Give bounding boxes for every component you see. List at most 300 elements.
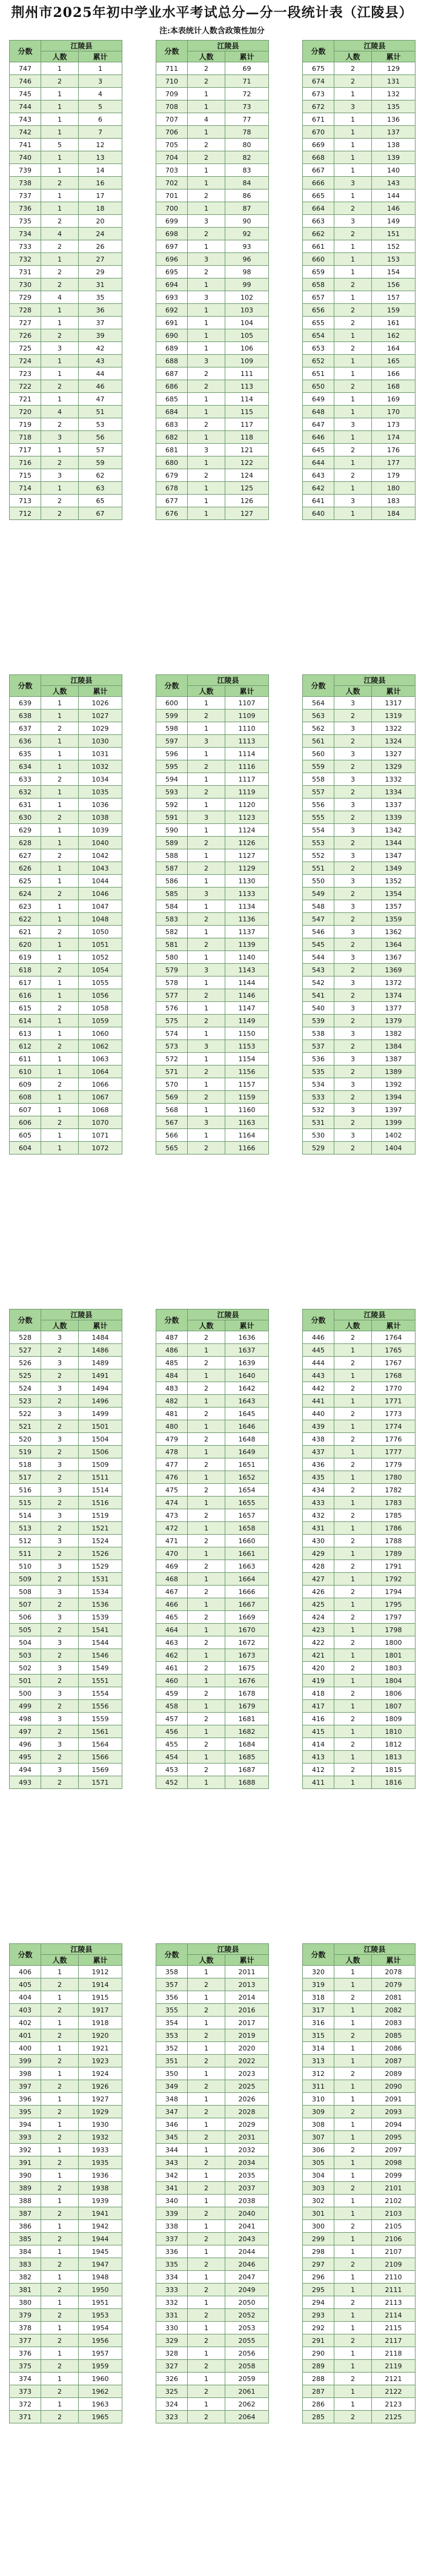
cumulative-cell: 26 [79,240,122,253]
cumulative-cell: 2028 [225,2106,269,2118]
count-cell: 1 [334,2131,372,2144]
count-cell: 3 [188,253,225,266]
score-cell: 345 [156,2131,188,2144]
table-row [156,2131,269,2144]
count-cell: 1 [334,2195,372,2207]
count-cell: 1 [41,989,79,1002]
cumulative-cell: 1649 [225,1446,269,1458]
cumulative-cell: 121 [225,444,269,456]
table-row [303,1458,416,1471]
count-cell: 2 [334,1091,372,1104]
score-cell: 385 [10,2233,41,2245]
score-cell: 502 [10,1662,41,1675]
cumulative-cell: 1107 [225,697,269,710]
table-row [303,1484,416,1497]
cumulative-cell: 2121 [372,2373,416,2385]
count-cell: 2 [334,1066,372,1078]
count-cell: 1 [188,2017,225,2029]
count-cell: 1 [41,2296,79,2309]
cumulative-cell: 1642 [225,1382,269,1395]
score-cell: 535 [303,1066,334,1078]
score-cell: 734 [10,228,41,240]
table-row [303,2309,416,2322]
cumulative-cell: 2055 [225,2334,269,2347]
score-cell: 519 [10,1446,41,1458]
count-cell: 2 [41,1751,79,1764]
count-cell: 2 [188,1015,225,1027]
count-cell: 1 [334,2284,372,2296]
cumulative-cell: 153 [372,253,416,266]
cumulative-cell: 1129 [225,862,269,875]
table-row [156,900,269,913]
count-cell: 1 [334,1395,372,1408]
count-cell: 2 [334,278,372,291]
count-cell: 4 [41,406,79,418]
table-row [303,1344,416,1357]
score-cell: 419 [303,1675,334,1687]
cumulative-cell: 1676 [225,1675,269,1687]
count-cell: 2 [41,1040,79,1053]
count-cell: 2 [188,1764,225,1776]
cumulative-cell: 2117 [372,2334,416,2347]
table-row [303,1700,416,1713]
table-row [10,2067,122,2080]
score-cell: 376 [10,2347,41,2360]
table-row [303,393,416,406]
count-cell: 1 [334,1700,372,1713]
score-cell: 740 [10,151,41,164]
table-row [156,355,269,367]
count-cell: 2 [334,304,372,317]
cumulative-cell: 1645 [225,1408,269,1420]
score-cell: 539 [303,1015,334,1027]
count-cell: 2 [334,862,372,875]
table-row [10,697,122,710]
cumulative-cell: 7 [79,126,122,139]
score-cell: 673 [303,88,334,100]
count-cell: 3 [188,444,225,456]
cumulative-cell: 2050 [225,2296,269,2309]
count-cell: 1 [188,304,225,317]
table-row [303,837,416,849]
score-cell: 295 [303,2284,334,2296]
count-cell: 1 [41,1066,79,1078]
count-cell: 2 [334,1738,372,1751]
score-cell: 387 [10,2207,41,2220]
score-cell: 543 [303,964,334,977]
count-cell: 2 [41,1776,79,1789]
score-cell: 486 [156,1344,188,1357]
score-cell: 513 [10,1522,41,1535]
score-cell: 693 [156,291,188,304]
table-row [303,2220,416,2233]
count-cell: 1 [188,2322,225,2334]
score-cell: 517 [10,1471,41,1484]
table-row [156,2220,269,2233]
score-table-block [156,40,268,520]
county-header: 江陵县 [41,1944,122,1955]
cumulative-cell: 1054 [79,964,122,977]
table-row [10,1015,122,1027]
count-header: 人数 [41,1955,79,1966]
table-row [10,507,122,520]
cumulative-cell: 2038 [225,2195,269,2207]
score-cell: 329 [156,2334,188,2347]
cumulative-cell: 2095 [372,2131,416,2144]
score-cell: 632 [10,786,41,799]
table-row [156,773,269,786]
cumulative-cell: 1962 [79,2385,122,2398]
table-row [303,862,416,875]
score-cell: 302 [303,2195,334,2207]
cumulative-cell: 1116 [225,760,269,773]
cumulative-cell: 2106 [372,2233,416,2245]
count-cell: 1 [334,2398,372,2411]
score-cell: 627 [10,849,41,862]
score-cell: 559 [303,760,334,773]
score-cell: 505 [10,1624,41,1636]
table-row [303,2144,416,2156]
cumulative-cell: 1359 [372,913,416,926]
score-cell: 624 [10,888,41,900]
cumulative-cell: 1640 [225,1369,269,1382]
score-cell: 477 [156,1458,188,1471]
cumulative-cell: 36 [79,304,122,317]
count-cell: 1 [41,2373,79,2385]
count-cell: 1 [41,88,79,100]
score-cell: 580 [156,951,188,964]
score-cell: 335 [156,2258,188,2271]
table-row [156,431,269,444]
count-cell: 1 [188,1700,225,1713]
table-row [303,266,416,278]
cumulative-cell: 1782 [372,1484,416,1497]
table-row [303,482,416,495]
cumulative-cell: 1935 [79,2156,122,2169]
cumulative-cell: 2053 [225,2322,269,2334]
cumulative-cell: 2109 [372,2258,416,2271]
score-cell: 496 [10,1738,41,1751]
count-cell: 1 [41,2067,79,2080]
score-cell: 598 [156,722,188,735]
score-cell: 498 [10,1713,41,1725]
table-row [303,1420,416,1433]
cumulative-cell: 106 [225,342,269,355]
cumulative-cell: 1684 [225,1738,269,1751]
cumulative-cell: 1945 [79,2245,122,2258]
count-cell: 1 [188,1395,225,1408]
score-header: 分数 [156,41,188,62]
table-row [156,278,269,291]
score-cell: 562 [303,722,334,735]
table-row [10,253,122,266]
score-cell: 570 [156,1078,188,1091]
score-table [302,1309,416,1789]
score-cell: 403 [10,2004,41,2017]
count-cell: 3 [334,1104,372,1116]
count-cell: 2 [334,2411,372,2423]
score-cell: 304 [303,2169,334,2182]
cumulative-cell: 1648 [225,1433,269,1446]
score-table [9,674,122,1155]
table-row [10,444,122,456]
table-row [10,228,122,240]
table-row [10,1395,122,1408]
score-cell: 442 [303,1382,334,1395]
count-cell: 2 [188,1509,225,1522]
score-cell: 690 [156,329,188,342]
table-row [303,1027,416,1040]
count-cell: 2 [334,1535,372,1547]
cumulative-cell: 1032 [79,760,122,773]
score-cell: 587 [156,862,188,875]
score-header: 分数 [10,675,41,697]
score-cell: 606 [10,1116,41,1129]
cumulative-cell: 146 [372,202,416,215]
count-cell: 2 [188,2233,225,2245]
table-row [303,1104,416,1116]
table-row [10,938,122,951]
table-row [156,1053,269,1066]
county-header: 江陵县 [41,675,122,686]
table-row [303,722,416,735]
cumulative-cell: 1957 [79,2347,122,2360]
score-cell: 650 [303,380,334,393]
score-cell: 711 [156,62,188,75]
table-row [303,2118,416,2131]
count-cell: 1 [188,177,225,189]
count-cell: 2 [41,773,79,786]
table-row [303,228,416,240]
count-cell: 2 [188,2385,225,2398]
table-row [303,951,416,964]
table-row [303,1129,416,1142]
count-cell: 1 [188,1522,225,1535]
table-row [303,1611,416,1624]
count-cell: 1 [41,2398,79,2411]
count-cell: 1 [188,431,225,444]
score-cell: 301 [303,2207,334,2220]
count-cell: 3 [41,1764,79,1776]
table-row [156,189,269,202]
score-table [156,674,269,1155]
count-header: 人数 [188,51,225,62]
count-cell: 3 [41,469,79,482]
score-table-block [9,1309,122,1789]
cumulative-cell: 169 [372,393,416,406]
count-cell: 1 [188,495,225,507]
cumulative-cell: 1529 [79,1560,122,1573]
table-row [10,240,122,253]
cumulative-cell: 1048 [79,913,122,926]
count-cell: 3 [41,1713,79,1725]
score-cell: 463 [156,1636,188,1649]
score-cell: 307 [303,2131,334,2144]
cumulative-cell: 1813 [372,1751,416,1764]
cumulative-cell: 1374 [372,989,416,1002]
cumulative-cell: 144 [372,189,416,202]
cumulative-cell: 2114 [372,2309,416,2322]
cumulative-cell: 1354 [372,888,416,900]
cumulative-cell: 2041 [225,2220,269,2233]
cumulative-cell: 1387 [372,1053,416,1066]
table-row [156,1611,269,1624]
count-cell: 3 [334,977,372,989]
cumulative-cell: 2090 [372,2080,416,2093]
score-cell: 626 [10,862,41,875]
count-cell: 1 [188,1497,225,1509]
count-cell: 1 [188,1598,225,1611]
score-cell: 303 [303,2182,334,2195]
count-cell: 1 [334,88,372,100]
count-cell: 1 [334,1522,372,1535]
cumulative-cell: 113 [225,380,269,393]
table-row [156,1027,269,1040]
score-cell: 494 [10,1764,41,1776]
score-cell: 726 [10,329,41,342]
cumulative-cell: 1514 [79,1484,122,1497]
count-cell: 2 [188,1636,225,1649]
score-cell: 406 [10,1966,41,1978]
score-cell: 741 [10,139,41,151]
count-cell: 3 [188,355,225,367]
score-header: 分数 [10,1309,41,1331]
table-row [10,278,122,291]
table-row [303,2207,416,2220]
cumulative-cell: 1816 [372,1776,416,1789]
score-cell: 471 [156,1535,188,1547]
score-cell: 405 [10,1978,41,1991]
table-row [303,2017,416,2029]
table-row [156,1420,269,1433]
score-cell: 681 [156,444,188,456]
cumulative-cell: 1541 [79,1624,122,1636]
cumulative-cell: 1801 [372,1649,416,1662]
count-cell: 2 [188,2029,225,2042]
count-header: 人数 [334,1320,372,1331]
cumulative-cell: 1126 [225,837,269,849]
table-row [303,342,416,355]
count-cell: 2 [334,2182,372,2195]
count-cell: 2 [334,444,372,456]
count-cell: 3 [41,1662,79,1675]
score-cell: 555 [303,811,334,824]
cumulative-cell: 1147 [225,1002,269,1015]
cumulative-cell: 1070 [79,1116,122,1129]
cumulative-cell: 1779 [372,1458,416,1471]
cumulative-cell: 1679 [225,1700,269,1713]
count-cell: 3 [334,748,372,760]
cumulative-cell: 157 [372,291,416,304]
cumulative-cell: 1672 [225,1636,269,1649]
score-cell: 620 [10,938,41,951]
table-row [156,126,269,139]
count-cell: 3 [188,888,225,900]
cumulative-cell: 69 [225,62,269,75]
cumulative-cell: 1484 [79,1331,122,1344]
score-cell: 511 [10,1547,41,1560]
score-cell: 435 [303,1471,334,1484]
cumulative-cell: 127 [225,507,269,520]
table-row [10,2017,122,2029]
count-cell: 1 [41,2118,79,2131]
cumulative-cell: 1143 [225,964,269,977]
table-row [156,342,269,355]
score-cell: 646 [303,431,334,444]
table-row [156,1357,269,1369]
score-cell: 520 [10,1433,41,1446]
score-cell: 685 [156,393,188,406]
cumulative-cell: 2022 [225,2055,269,2067]
table-row [303,2245,416,2258]
cumulative-cell: 1920 [79,2029,122,2042]
cumulative-cell: 1136 [225,913,269,926]
table-row [156,837,269,849]
table-row [156,164,269,177]
score-cell: 432 [303,1509,334,1522]
cumulative-cell: 1372 [372,977,416,989]
count-cell: 2 [188,367,225,380]
table-row [10,1420,122,1433]
score-cell: 532 [303,1104,334,1116]
cumulative-cell: 1337 [372,799,416,811]
cumulative-cell: 1764 [372,1331,416,1344]
count-cell: 2 [41,240,79,253]
cumulative-cell: 122 [225,456,269,469]
count-cell: 1 [334,1624,372,1636]
cumulative-cell: 1918 [79,2017,122,2029]
score-cell: 339 [156,2207,188,2220]
score-cell: 441 [303,1395,334,1408]
score-cell: 718 [10,431,41,444]
cumulative-cell: 1930 [79,2118,122,2131]
count-cell: 1 [334,1725,372,1738]
score-cell: 440 [303,1408,334,1420]
table-row [156,1675,269,1687]
score-cell: 510 [10,1560,41,1573]
table-row [10,2055,122,2067]
count-cell: 2 [334,202,372,215]
count-cell: 3 [41,1636,79,1649]
score-cell: 452 [156,1776,188,1789]
table-row [303,444,416,456]
table-row [156,1764,269,1776]
table-row [10,2373,122,2385]
score-cell: 300 [303,2220,334,2233]
count-cell: 1 [334,139,372,151]
table-row [303,2131,416,2144]
score-cell: 399 [10,2055,41,2067]
cumulative-cell: 1544 [79,1636,122,1649]
table-row [10,1433,122,1446]
page-title: 荆州市2025年初中学业水平考试总分—分一段统计表（江陵县） [11,5,413,21]
cumulative-cell: 16 [79,177,122,189]
table-row [303,2029,416,2042]
table-row [10,1776,122,1789]
table-row [156,367,269,380]
table-row [303,2233,416,2245]
score-table [9,1943,122,2423]
table-row [10,418,122,431]
score-cell: 324 [156,2398,188,2411]
score-table-block [302,1309,415,1789]
cumulative-cell: 1342 [372,824,416,837]
count-cell: 2 [334,2144,372,2156]
cumulative-cell: 2125 [372,2411,416,2423]
cumulative-cell: 162 [372,329,416,342]
count-cell: 1 [41,126,79,139]
cumulative-cell: 1146 [225,989,269,1002]
